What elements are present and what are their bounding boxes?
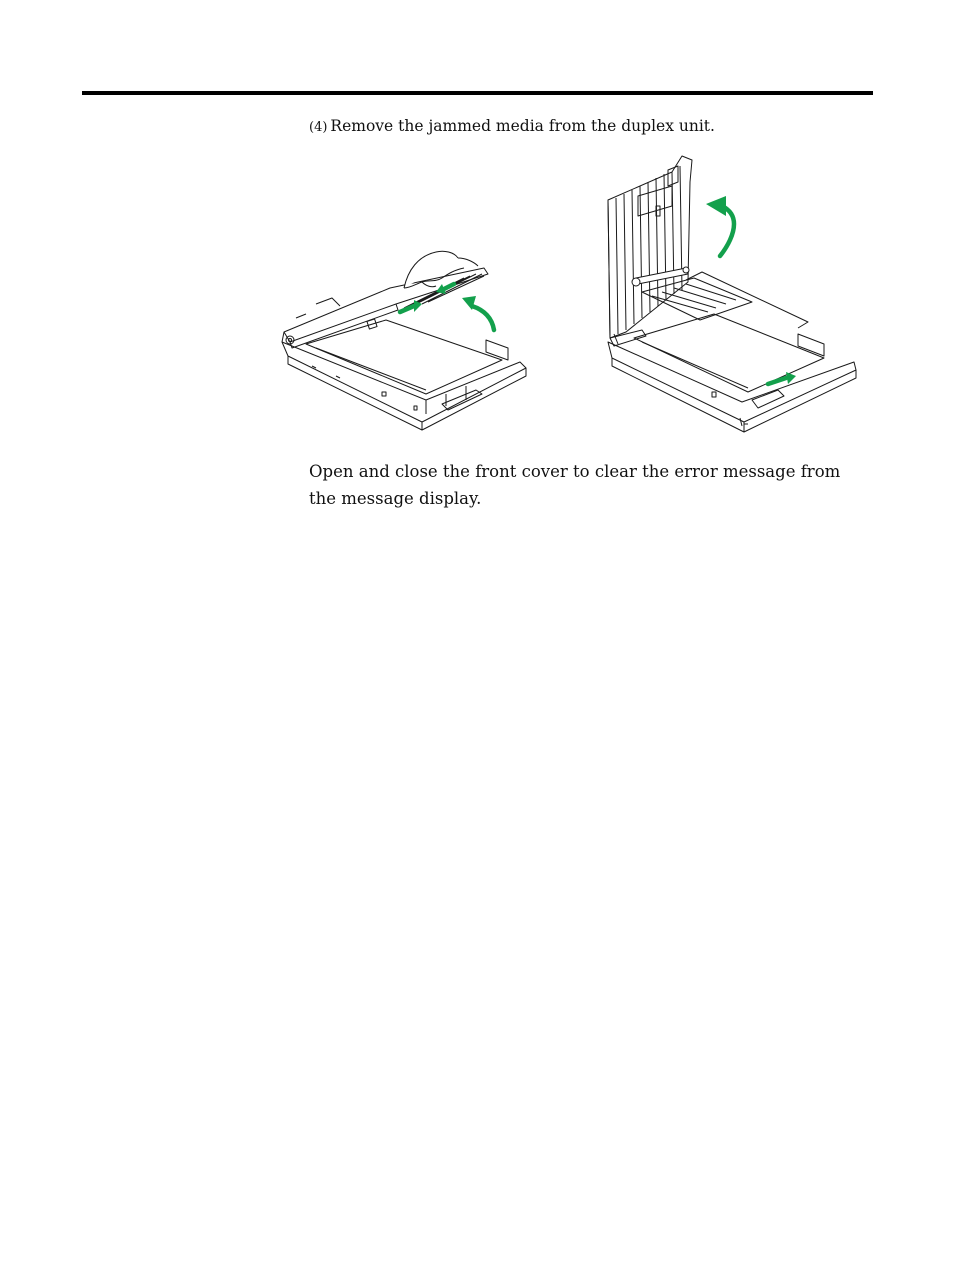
step-text: Remove the jammed media from the duplex unit. (330, 117, 715, 135)
duplex-unit-cover-open-illustration (602, 152, 860, 438)
header-rule (82, 91, 873, 95)
hand-removing-jammed-media-illustration (276, 244, 534, 436)
clear-error-note: Open and close the front cover to clear the error message from the message display. (309, 462, 841, 508)
step-number: (4) (309, 120, 328, 135)
step-instruction (309, 116, 715, 138)
